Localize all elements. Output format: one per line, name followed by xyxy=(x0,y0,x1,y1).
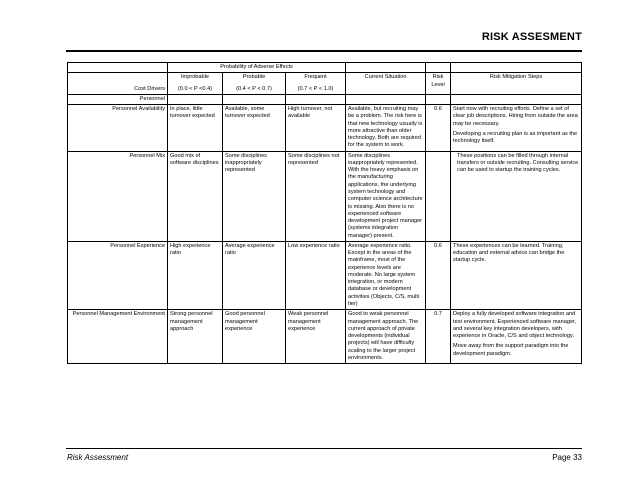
footer-document-title: Risk Assessment xyxy=(67,453,129,462)
table-header-row-1 xyxy=(68,63,582,73)
row-frequent: High turnover, not available xyxy=(286,105,346,152)
row-improbable: Good mix of software disciplines xyxy=(168,151,223,241)
section-label: Personnel xyxy=(68,94,168,104)
table-row xyxy=(68,310,582,364)
section-row-personnel xyxy=(68,94,582,104)
row-risk-level: 0.7 xyxy=(426,310,451,364)
header-empty-cell xyxy=(346,63,426,73)
row-risk-level xyxy=(426,151,451,241)
col-current-situation: Current Situation xyxy=(346,73,426,95)
row-current-situation: Good to weak personnel management approach. The current approach of private developments (individual projects) will have difficulty scaling to the larger project environments. xyxy=(346,310,426,364)
table-row xyxy=(68,241,582,309)
col-improbable-range: (0.0 < P <0.4) xyxy=(177,85,213,92)
col-frequent-label: Frequent xyxy=(304,74,327,81)
row-frequent: Some disciplines not represented xyxy=(286,151,346,241)
row-probable: Average experience ratio xyxy=(223,241,286,309)
header-empty-cell xyxy=(68,63,168,73)
footer-page-number: Page 33 xyxy=(552,453,582,462)
row-probable: Some disciplines inappropriately represented xyxy=(223,151,286,241)
mitigation-text: These experiences can be learned. Training, education and external advice can bridge the startup cycle. xyxy=(453,242,565,264)
row-probable: Good personnel management experience xyxy=(223,310,286,364)
row-mitigation xyxy=(451,310,582,364)
col-mitigation: Risk Mitigation Steps xyxy=(451,73,582,95)
mitigation-text: Deploy a fully developed software integration and test environment. Experienced software manager, and several key integration developers, with experience in Oracle, C/S and object technology. xyxy=(453,311,577,340)
mitigation-text: Start now with recruiting efforts. Define a set of clear job descriptions. Hiring from outside the area may be necessary. xyxy=(453,106,578,127)
mitigation-text: These positions can be filled through internal transfers or outside recruiting. Consulting service can be used to startup the training cycles. xyxy=(457,152,579,174)
row-improbable: High experience ratio xyxy=(168,241,223,309)
row-current-situation: Some disciplines inappropriately represented. With the heavy emphasis on the manufacturing applications, the underlying system technology and computer science architecture is missing. Also there is no experienced software development project manager (systems integration manager) present. xyxy=(346,151,426,241)
mitigation-text: Developing a recruiting plan is as important as the technology itself. xyxy=(453,130,578,145)
risk-assessment-table xyxy=(67,62,582,364)
row-frequent: Low experience ratio xyxy=(286,241,346,309)
row-risk-level: 0.6 xyxy=(426,241,451,309)
header-empty-cell xyxy=(451,63,582,73)
col-improbable xyxy=(168,73,223,95)
row-mitigation xyxy=(451,105,582,152)
col-cost-drivers: Cost Drivers xyxy=(68,73,168,95)
mitigation-text: Move away from the support paradigm into the development paradigm. xyxy=(453,343,569,357)
row-improbable: Strong personnel management approach xyxy=(168,310,223,364)
row-improbable: In place, little turnover expected xyxy=(168,105,223,152)
table-header-row-2 xyxy=(68,73,582,95)
col-probable xyxy=(223,73,286,95)
col-frequent xyxy=(286,73,346,95)
row-driver: Personnel Availability xyxy=(68,105,168,152)
row-driver: Personnel Mix xyxy=(68,151,168,241)
col-probable-label: Probable xyxy=(242,74,266,81)
row-driver: Personnel Experience xyxy=(68,241,168,309)
col-probable-range: (0.4 < P < 0.7) xyxy=(236,85,272,92)
row-mitigation xyxy=(451,151,582,241)
table-row xyxy=(68,151,582,241)
header-empty-cell xyxy=(426,63,451,73)
row-frequent: Weak personnel management experience xyxy=(286,310,346,364)
col-frequent-range: (0.7 < P < 1.0) xyxy=(297,85,334,92)
table-row xyxy=(68,105,582,152)
col-improbable-label: Improbable xyxy=(181,74,209,81)
row-mitigation xyxy=(451,241,582,309)
probability-header: Probability of Adverse Effects xyxy=(168,63,346,73)
row-probable: Available, some turnover expected xyxy=(223,105,286,152)
row-current-situation: Average experience ratio. Except in the areas of the mainframe, most of the experience levels are moderate. No large system integration, or modern database or development activities (Objects, C/S, multi tier) xyxy=(346,241,426,309)
row-risk-level: 0.6 xyxy=(426,105,451,152)
page-header-title: RISK ASSESMENT xyxy=(481,31,582,43)
row-driver: Personnel Management Environment xyxy=(68,310,168,364)
row-current-situation: Available, but recruiting may be a problem. The risk here is that new technology usually is more attractive than older technology. Both are required for the system to work. xyxy=(346,105,426,152)
footer-rule xyxy=(66,448,582,449)
col-risk-level: Risk Level xyxy=(426,73,451,95)
header-rule xyxy=(66,50,582,52)
